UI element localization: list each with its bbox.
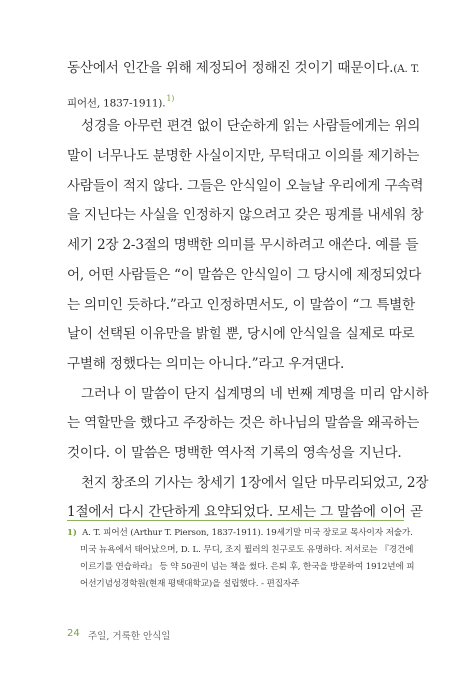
footnote-marker: 1) — [166, 94, 175, 103]
body-line-5: 사람들이 적지 않다. 그들은 안식일이 오늘날 우리에게 구속력 — [67, 178, 424, 194]
body-line-4: 말이 너무나도 분명한 사실이지만, 무턱대고 이의를 제기하는 — [67, 148, 420, 164]
citation: (A. T. — [393, 63, 420, 75]
body-line-13: 는 역할만을 했다고 주장하는 것은 하나님의 말씀을 왜곡하는 — [67, 415, 420, 431]
footnote-number: 1) — [67, 528, 77, 538]
body-line-10: 날이 선택된 이유만을 밝힐 뿐, 당시에 안식일을 실제로 따로 — [67, 326, 415, 342]
footnote-line-3: 이르기를 연습하라』 등 약 50권이 넘는 책을 썼다. 은퇴 후, 한국을 방문하여 1912년에 피 — [80, 562, 415, 572]
footnote-rule — [67, 520, 404, 521]
footnote-line-4: 어선기념성경학원(현재 평택대학교)을 설립했다. - 편집자주 — [80, 579, 300, 589]
body-line-3: 성경을 아무런 편견 없이 단순하게 읽는 사람들에게는 위의 — [81, 118, 421, 134]
footnote-text: A. T. 피어선 (Arthur T. Pierson, 1837-1911). 19세기말 미국 장로교 목사이자 저술가. — [82, 528, 413, 538]
body-line-9: 는 의미인 듯하다.”라고 인정하면서도, 이 말씀이 “그 특별한 — [67, 297, 416, 313]
body-line-1 — [67, 60, 420, 78]
body-line-7: 세기 2장 2-3절의 명백한 의미를 무시하려고 애쓴다. 예를 들 — [67, 237, 419, 253]
body-line-6: 을 지닌다는 사실을 인정하지 않으려고 갖은 핑계를 내세워 창 — [67, 207, 424, 223]
body-line-12: 그러나 이 말씀이 단지 십계명의 네 번째 계명을 미리 암시하 — [81, 386, 429, 402]
body-line-2 — [67, 90, 404, 113]
body-text: 동산에서 인간을 위해 제정되어 정해진 것이기 때문이다. — [67, 60, 394, 76]
body-line-11: 구별해 정했다는 의미는 아니다.”라고 우겨댄다. — [67, 356, 345, 372]
footnote-line-2: 미국 뉴욕에서 태어났으며, D. L. 무디, 조지 뮐러의 친구로도 유명하다. 저서로는 『경건에 — [80, 545, 414, 555]
body-line-15: 천지 창조의 기사는 창세기 1장에서 일단 마무리되었고, 2장 — [81, 475, 429, 491]
page-number: 24 — [67, 628, 80, 639]
body-line-8: 어, 어떤 사람들은 “이 말씀은 안식일이 그 당시에 제정되었다 — [67, 267, 422, 283]
running-title: 주일, 거룩한 안식일 — [88, 631, 171, 642]
body-line-14: 것이다. 이 말씀은 명백한 역사적 기록의 영속성을 지닌다. — [67, 445, 402, 461]
footnote-line-1 — [67, 528, 413, 539]
citation: 피어선, 1837-1911). — [67, 97, 166, 110]
body-line-16: 1절에서 다시 간단하게 요약되었다. 모세는 그 말씀에 이어 곧 — [67, 504, 423, 520]
